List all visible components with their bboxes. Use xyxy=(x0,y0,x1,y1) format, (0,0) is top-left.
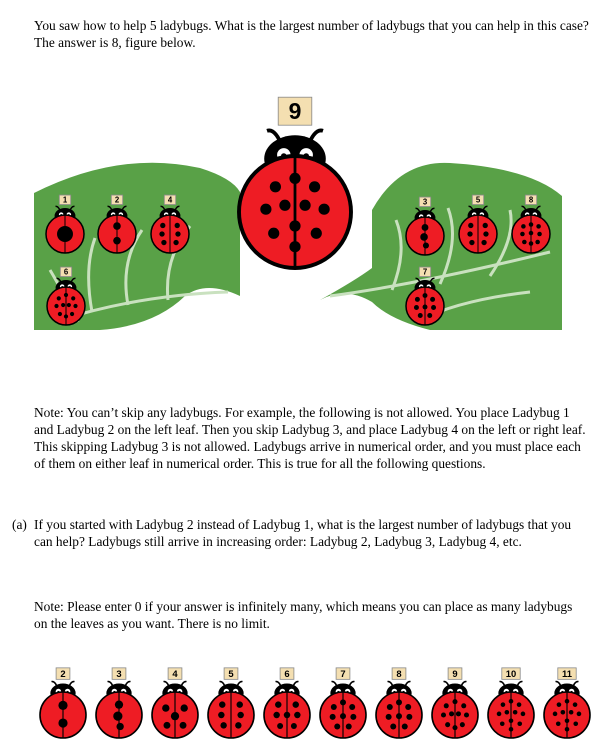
ladybug-spot xyxy=(464,712,469,717)
ladybug-spot xyxy=(113,237,121,245)
ladybug-spot xyxy=(57,226,73,242)
ladybug-spot xyxy=(557,702,562,707)
ladybug-spot xyxy=(461,703,466,708)
ladybug-number: 10 xyxy=(505,667,517,679)
note-text: Note: You can’t skip any ladybugs. For example, the following is not allowed. You place Ladybug 1 and Ladybug 2 on the left leaf. Then you skip Ladybug 3, and place Ladybug 4 on the left or right leaf. This skipping Ladybug 3 is not allowed. Ladybugs arrive in numerical order, and you must place each of them on either leaf in numerical order. This is true for all the following questions. xyxy=(34,405,586,471)
ladybug-spot xyxy=(350,714,356,720)
ladybug-spot xyxy=(509,718,514,723)
ladybug-spot xyxy=(561,710,566,715)
ladybug-spot xyxy=(497,712,502,717)
ladybug-spot xyxy=(537,232,542,237)
ladybug-spot xyxy=(405,704,411,710)
ladybug-spot xyxy=(565,718,570,723)
ladybug-spot xyxy=(311,228,322,239)
ladybug-spot xyxy=(181,704,188,711)
ladybug-spot xyxy=(73,304,77,308)
ladybug-number: 3 xyxy=(422,197,428,207)
ladybug-spot xyxy=(452,699,457,704)
ladybug-bottom-10 xyxy=(544,668,590,738)
ladybug-spot xyxy=(573,721,578,726)
ladybug-spot xyxy=(467,231,472,236)
ladybug-number: 3 xyxy=(116,667,122,679)
ladybug-number: 5 xyxy=(228,667,234,679)
ladybug-spot xyxy=(275,701,281,707)
ladybug-spot xyxy=(273,712,279,718)
ladybug-spot xyxy=(418,313,423,318)
ladybug-spot xyxy=(175,231,180,236)
ladybug-bottom-1 xyxy=(40,668,86,738)
ladybug-bottom-4 xyxy=(208,668,254,738)
ladybug-spot xyxy=(319,204,330,215)
ladybug-spot xyxy=(569,710,574,715)
ladybug-spot xyxy=(161,240,166,245)
ladybug-spot xyxy=(116,723,123,730)
ladybug-spot xyxy=(159,231,164,236)
ladybug-spot xyxy=(452,725,457,730)
ladybug-spot xyxy=(346,724,352,730)
ladybug-spot xyxy=(396,699,402,705)
ladybug-bottom-2 xyxy=(96,668,142,738)
ladybug-spot xyxy=(171,712,179,720)
ladybug-spot xyxy=(505,710,510,715)
ladybug-spot xyxy=(565,727,570,732)
ladybug-spot xyxy=(565,699,570,704)
ladybug-spot xyxy=(402,724,408,730)
ladybug-spot xyxy=(57,296,61,300)
ladybug-spot xyxy=(164,722,171,729)
ladybug-spot xyxy=(445,722,450,727)
ladybug-number: 11 xyxy=(562,667,572,679)
ladybug-spot xyxy=(180,722,187,729)
ladybug-spot xyxy=(556,721,561,726)
ladybug-number: 8 xyxy=(396,667,402,679)
ladybug-spot xyxy=(387,704,393,710)
ladybug-spot xyxy=(449,711,454,716)
ladybug-spot xyxy=(220,722,226,728)
ladybug-bottom-3 xyxy=(152,668,198,738)
ladybug-spot xyxy=(71,296,75,300)
ladybug-spot xyxy=(299,200,310,211)
ladybug-number: 2 xyxy=(60,667,66,679)
ladybug-spot xyxy=(330,714,336,720)
ladybug-spot xyxy=(218,712,224,718)
ladybug-bottom-7 xyxy=(376,668,422,738)
ladybug-spot xyxy=(277,723,283,729)
ladybug-spot xyxy=(268,228,279,239)
ladybug-spot xyxy=(444,703,449,708)
ladybug-spot xyxy=(390,724,396,730)
ladybug-number: 5 xyxy=(475,195,481,205)
ladybug-bottom-9 xyxy=(488,668,534,738)
ladybug-spot xyxy=(58,701,67,710)
ladybug-spot xyxy=(113,712,122,721)
ladybug-spot xyxy=(235,722,241,728)
ladybug-number: 1 xyxy=(62,195,68,205)
ladybug-spot xyxy=(501,702,506,707)
ladybug-spot xyxy=(469,240,474,245)
ladybug-spot xyxy=(396,713,402,719)
ladybug-spot xyxy=(517,702,522,707)
ladybug-spot xyxy=(414,305,419,310)
ladybug-spot xyxy=(219,701,225,707)
question-text: If you started with Ladybug 2 instead of Ladybug 1, what is the largest number of ladybugs that you can help? Ladybugs still arrive in increasing order: Ladybug 2, Ladybug 3, Ladybug 4, etc. xyxy=(34,517,572,549)
ladybug-number: 9 xyxy=(452,667,458,679)
ladybug-spot xyxy=(173,240,178,245)
ladybug-spot xyxy=(260,204,271,215)
ladybug-spot xyxy=(553,712,558,717)
ladybug-spot xyxy=(415,297,420,302)
ladybug-spot xyxy=(522,240,527,245)
ladybug-spot xyxy=(334,724,340,730)
ladybug-spot xyxy=(422,224,429,231)
ladybug-spot xyxy=(529,231,534,236)
ladybug-spot xyxy=(61,303,65,307)
ladybug-spot xyxy=(162,704,169,711)
ladybug-number: 4 xyxy=(172,667,178,679)
ladybug-spot xyxy=(520,232,525,237)
ladybug-spot xyxy=(349,704,355,710)
ladybug-spot xyxy=(331,704,337,710)
ladybug-spot xyxy=(113,222,121,230)
ladybug-number: 8 xyxy=(528,195,534,205)
ladybug-spot xyxy=(573,702,578,707)
ladybug-spot xyxy=(529,241,534,246)
ladybug-spot xyxy=(529,222,534,227)
ladybug-spot xyxy=(58,718,67,727)
ladybug-spot xyxy=(441,712,446,717)
ladybug-spot xyxy=(509,727,514,732)
ladybug-spot xyxy=(58,312,62,316)
ladybug-spot xyxy=(279,200,290,211)
ladybug-spot xyxy=(427,313,432,318)
ladybug-spot xyxy=(284,712,290,718)
ladybug-spot xyxy=(420,233,428,241)
ladybug-spot xyxy=(294,712,300,718)
ladybug-spot xyxy=(517,721,522,726)
ladybug-number: 6 xyxy=(63,267,69,277)
ladybug-spot xyxy=(289,220,300,231)
ladybug-spot xyxy=(70,312,74,316)
ladybug-spot xyxy=(64,314,68,318)
ladybug-spot xyxy=(483,231,488,236)
ladybug-spot xyxy=(460,722,465,727)
ladybug-spot xyxy=(521,712,526,717)
ladybug-spot xyxy=(237,712,243,718)
ladybug-spot xyxy=(535,240,540,245)
ladybug-number: 6 xyxy=(284,667,290,679)
ladybug-spot xyxy=(289,241,300,252)
ladybug-spot xyxy=(423,304,428,309)
ladybug-number: 4 xyxy=(167,195,173,205)
ladybug-spot xyxy=(521,224,526,229)
ladybug-spot xyxy=(289,173,300,184)
ladybug-spot xyxy=(115,701,123,709)
ladybug-number: 2 xyxy=(114,195,120,205)
ladybug-spot xyxy=(340,713,346,719)
ladybug-number: 7 xyxy=(340,667,346,679)
ladybug-bottom-5 xyxy=(264,668,310,738)
ladybug-spot xyxy=(456,711,461,716)
ladybug-spot xyxy=(483,223,488,228)
ladybug-number: 7 xyxy=(422,267,428,277)
ladybug-spot xyxy=(64,293,68,297)
note2-text: Note: Please enter 0 if your answer is infinitely many, which means you can place as many ladybugs on the leaves as you want. There is no limit. xyxy=(34,599,573,631)
ladybug-spot xyxy=(536,224,541,229)
ladybug-spot xyxy=(54,304,58,308)
ladybug-spot xyxy=(500,721,505,726)
intro-text: You saw how to help 5 ladybugs. What is the largest number of ladybugs that you can help in this case? The answer is 8, figure below. xyxy=(34,18,589,50)
ladybug-spot xyxy=(270,181,281,192)
ladybug-spot xyxy=(481,240,486,245)
ladybug-spot xyxy=(309,181,320,192)
ladybug-spot xyxy=(431,305,436,310)
ladybug-spot xyxy=(386,714,392,720)
ladybug-spot xyxy=(67,303,71,307)
ladybug-spot xyxy=(430,297,435,302)
ladybug-number: 9 xyxy=(288,98,302,125)
ladybug-bottom-6 xyxy=(320,668,366,738)
ladybug-bottom-8 xyxy=(432,668,478,738)
ladybug-spot xyxy=(293,701,299,707)
ladybug-spot xyxy=(509,699,514,704)
ladybug-spot xyxy=(513,710,518,715)
ladybug-spot xyxy=(577,712,582,717)
ladybug-spot xyxy=(340,699,346,705)
question-label: (a) xyxy=(12,517,27,532)
ladybug-spot xyxy=(237,701,243,707)
ladybug-spot xyxy=(175,223,180,228)
ladybug-spot xyxy=(291,723,297,729)
ladybug-spot xyxy=(423,242,429,248)
ladybug-spot xyxy=(423,293,428,298)
ladybug-big xyxy=(239,97,351,268)
ladybug-spot xyxy=(160,223,165,228)
ladybug-spot xyxy=(406,714,412,720)
ladybug-spot xyxy=(468,223,473,228)
